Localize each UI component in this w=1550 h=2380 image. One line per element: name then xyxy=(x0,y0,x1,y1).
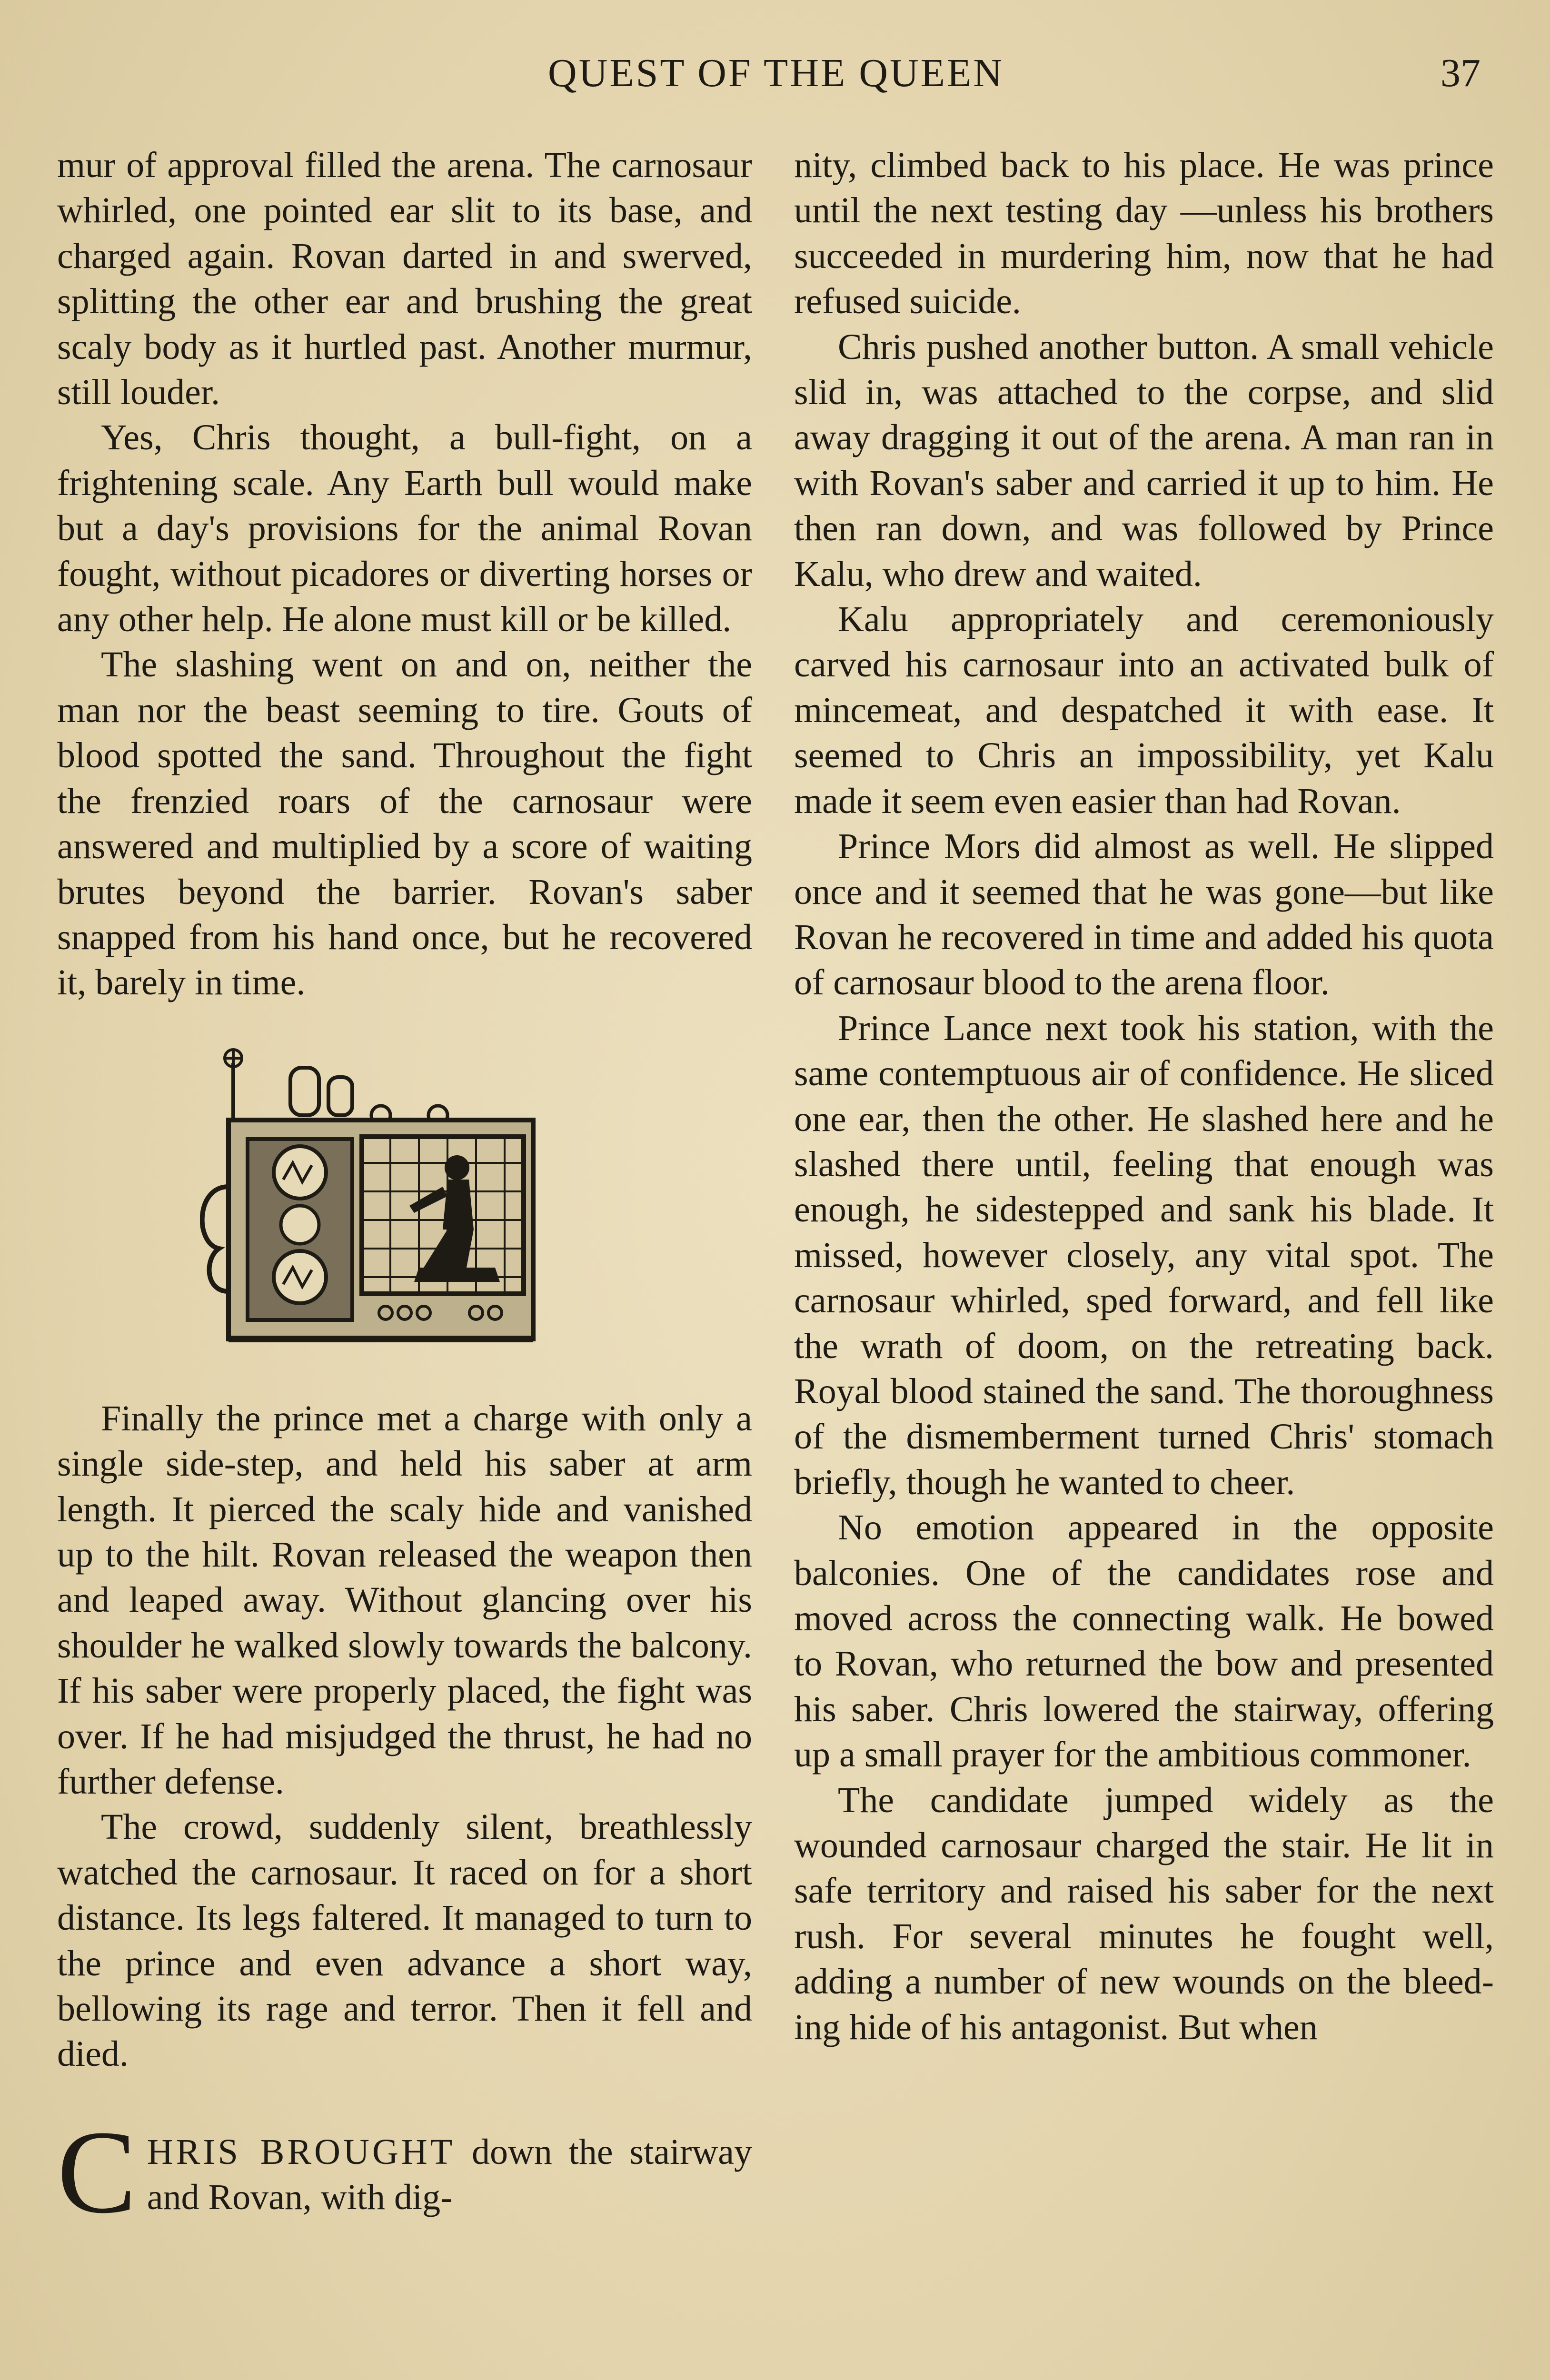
drop-cap: C xyxy=(57,2106,137,2238)
left-column xyxy=(57,143,752,2238)
viewscreen-machine-icon xyxy=(200,1044,543,1349)
paragraph: Chris pushed another button. A small vehicle slid in, was attached to the corpse, and slid away dragging it out of the arena. A man ran in with Rovan's saber and carried it up to him. He then ran down, and was followed by Prince Kalu, who drew and waited. xyxy=(794,327,1494,594)
paragraph: The candidate jumped widely as the wounded carnosaur charged the stair. He lit in safe territory and raised his saber for the next rush. For several minutes he fought well, adding a number of new wounds on the bleeding hide of his antagonist. But when xyxy=(794,1780,1494,2047)
paragraph: Prince Lance next took his station, with the same contemptuous air of confidence. He sliced one ear, then the other. He slashed here and he slashed there until, feeling that enough was enough, he sidestepped and sank his blade. It missed, however closely, any vital spot. The carnosaur whirled, sped forward, and fell like the wrath of doom, on the retreating back. Royal blood stained the sand. The thoroughness of the dismemberment turned Chris' stomach briefly, though he wanted to cheer. xyxy=(794,1008,1494,1502)
right-column xyxy=(794,143,1494,2050)
running-head: QUEST OF THE QUEEN xyxy=(548,51,1004,95)
paragraph: Finally the prince met a charge with only a single side-step, and held his saber at arm length. It pierced the scaly hide and vanished up to the hilt. Rovan released the weapon then and leaped away. Without glancing over his shoulder he walked slowly towards the balcony. If his saber were properly placed, the fight was over. If he had misjudged the thrust, he had no further defense. xyxy=(57,1398,752,1802)
dropcap-paragraph xyxy=(57,2106,752,2238)
paragraph: nity, climbed back to his place. He was prince until the next testing day —unless his brothers succeeded in murdering him, now that he had refused suicide. xyxy=(794,145,1494,322)
paragraph: Prince Mors did almost as well. He slipped once and it seemed that he was gone—but like Rovan he recovered in time and added his quota of carnosaur blood to the arena floor. xyxy=(794,826,1494,1003)
small-caps-lead: HRIS BROUGHT xyxy=(147,2132,456,2172)
paragraph-text: down the stairway and Rovan, with dig- xyxy=(147,2132,752,2218)
paragraph: The slashing went on and on, neither the man nor the beast seeming to tire. Gouts of blood spotted the sand. Throughout the fight the frenzied roars of the carnosaur were answered and multiplied by a score of waiting brutes beyond the barrier. Rovan's saber snapped from his hand once, but he recovered it, barely in time. xyxy=(57,645,752,1003)
paragraph: Kalu appropriately and ceremoniously carved his carnosaur into an activated bulk of mincemeat, and despatched it with ease. It seemed to Chris an impossibility, yet Kalu made it seem even easier than had Rovan. xyxy=(794,599,1494,821)
paragraph: The crowd, suddenly silent, breathlessly watched the carnosaur. It raced on for a short distance. Its legs faltered. It managed to turn to the prince and even advance a short way, bellowing its rage and terror. Then it fell and died. xyxy=(57,1807,752,2074)
page-number: 37 xyxy=(1441,51,1480,95)
page-header xyxy=(52,45,1500,102)
paragraph: No emotion appeared in the opposite balconies. One of the candidates rose and moved across the connecting walk. He bowed to Rovan, who returned the bow and presented his saber. Chris lowered the stairway, offering up a small prayer for the ambitious commoner. xyxy=(794,1507,1494,1775)
paragraph: mur of approval filled the arena. The carnosaur whirled, one pointed ear slit to its base, and charged again. Rovan darted in and swerved, splitting the other ear and brushing the great scaly body as it hurtled past. Another murmur, still louder. xyxy=(57,145,752,413)
paragraph: Yes, Chris thought, a bull-fight, on a frightening scale. Any Earth bull would make but a day's provisions for the animal Rovan fought, without picadores or diverting horses or any other help. He alone must kill or be killed. xyxy=(57,417,752,640)
illustration xyxy=(57,1044,752,1358)
